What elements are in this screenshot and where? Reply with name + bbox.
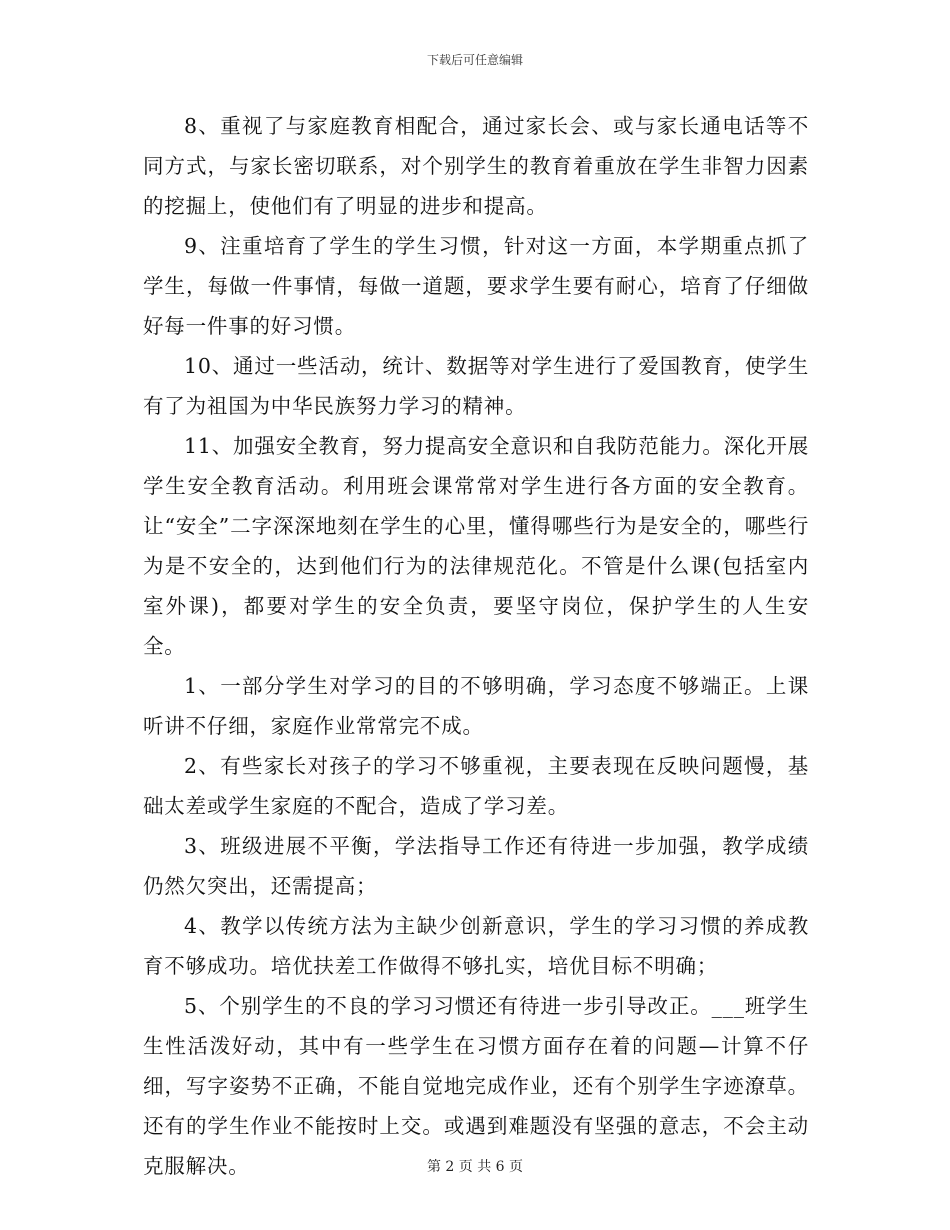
- paragraph-11: 11、加强安全教育，努力提高安全意识和自我防范能力。深化开展学生安全教育活动。利用班会课常常对学生进行各方面的安全教育。让“安全”二字深深地刻在学生的心里，懂得哪些行为是安全的，哪些行为是不安全的，达到他们行为的法律规范化。不管是什么课(包括室内室外课)，都要对学生的安全负责，要坚守岗位，保护学生的人生安全。: [143, 434, 809, 658]
- paragraph-10: 10、通过一些活动，统计、数据等对学生进行了爱国教育，使学生有了为祖国为中华民族努力学习的精神。: [143, 354, 809, 418]
- document-body: [143, 106, 809, 1186]
- problem-5: 5、个别学生的不良的学习习惯还有待进一步引导改正。___班学生生性活泼好动，其中有一些学生在习惯方面存在着的问题—计算不仔细，写字姿势不正确，不能自觉地完成作业，还有个别学生字迹潦草。还有的学生作业不能按时上交。或遇到难题没有坚强的意志，不会主动克服解决。: [143, 994, 809, 1178]
- page-header: 下载后可任意编辑: [426, 53, 523, 67]
- paragraph-9: 9、注重培育了学生的学生习惯，针对这一方面，本学期重点抓了学生，每做一件事情，每做一道题，要求学生要有耐心，培育了仔细做好每一件事的好习惯。: [143, 234, 809, 338]
- problem-3: 3、班级进展不平衡，学法指导工作还有待进一步加强，教学成绩仍然欠突出，还需提高；: [143, 834, 809, 898]
- problem-4: 4、教学以传统方法为主缺少创新意识，学生的学习习惯的养成教育不够成功。培优扶差工作做得不够扎实，培优目标不明确；: [143, 914, 809, 978]
- page-number-footer: 第 2 页 共 6 页: [426, 1159, 524, 1175]
- paragraph-8: 8、重视了与家庭教育相配合，通过家长会、或与家长通电话等不同方式，与家长密切联系，对个别学生的教育着重放在学生非智力因素的挖掘上，使他们有了明显的进步和提高。: [143, 114, 809, 218]
- problem-2: 2、有些家长对孩子的学习不够重视，主要表现在反映问题慢，基础太差或学生家庭的不配合，造成了学习差。: [143, 754, 809, 818]
- problem-1: 1、一部分学生对学习的目的不够明确，学习态度不够端正。上课听讲不仔细，家庭作业常常完不成。: [143, 674, 809, 738]
